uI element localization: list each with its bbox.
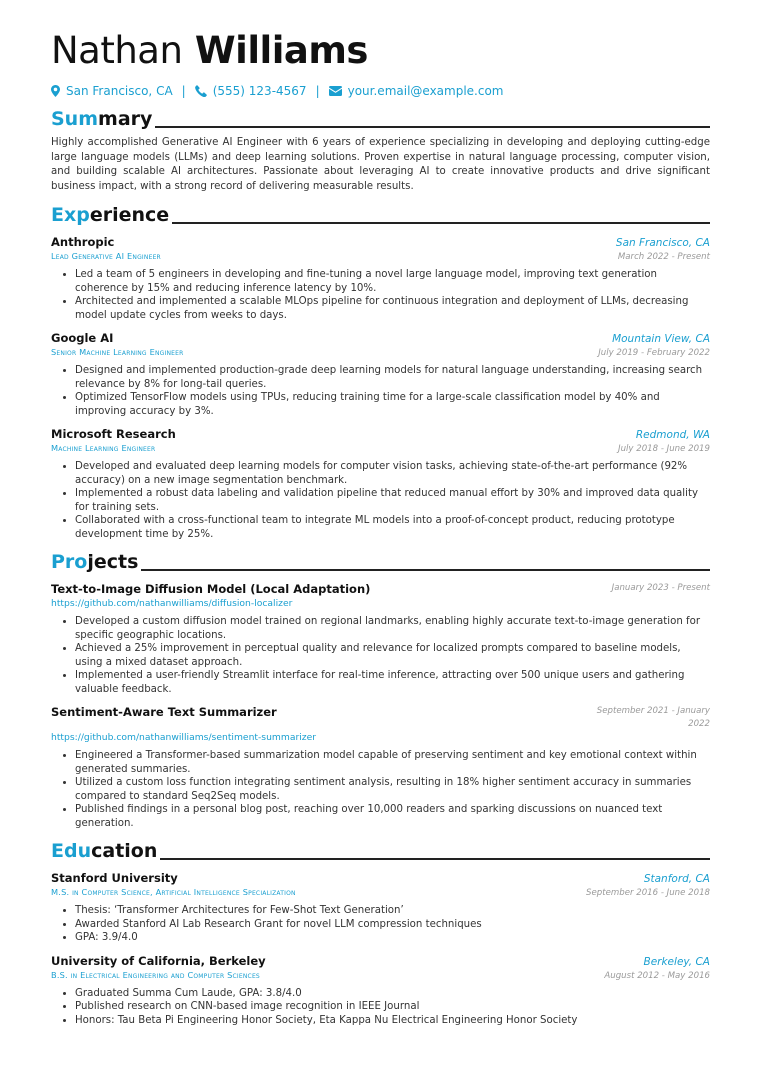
project-title: Sentiment-Aware Text Summarizer xyxy=(51,705,277,719)
section-label-accent: Pro xyxy=(51,551,88,573)
achievement-list xyxy=(51,904,710,945)
degree: B.S. in Electrical Engineering and Computer Sciences xyxy=(51,969,260,980)
achievement-item: • Published findings in a personal blog post, reaching over 10,000 readers and sparking discussions on nuanced text generation. xyxy=(75,803,710,830)
contact-location xyxy=(51,84,173,98)
project-entry xyxy=(51,705,710,830)
project-dates: January 2023 - Present xyxy=(611,583,710,593)
experience-entry xyxy=(51,331,710,418)
job-location: Redmond, WA xyxy=(635,429,710,441)
achievement-item: • Published research on CNN-based image recognition in IEEE Journal xyxy=(75,1000,710,1014)
email-text: your.email@example.com xyxy=(347,84,504,98)
job-title: Lead Generative AI Engineer xyxy=(51,251,161,261)
phone-icon xyxy=(195,85,207,97)
section-rule xyxy=(155,126,710,128)
section-rule xyxy=(141,569,710,571)
first-name: Nathan xyxy=(51,29,183,72)
section-label-rest: mary xyxy=(98,108,153,130)
resume-page xyxy=(51,30,710,1027)
section-rule xyxy=(172,222,710,224)
contact-separator: | xyxy=(181,84,186,98)
section-label-rest: jects xyxy=(87,551,139,573)
achievement-item: • Optimized TensorFlow models using TPUs, reducing training time for a large-scale classification model by 40% and improving accuracy by 3%. xyxy=(75,391,710,418)
contact-phone[interactable] xyxy=(195,84,307,98)
last-name: Williams xyxy=(194,29,368,72)
job-title: Senior Machine Learning Engineer xyxy=(51,347,184,357)
achievement-item: • Designed and implemented production-grade deep learning models for natural language understanding, increasing search relevance by 8% for long-tail queries. xyxy=(75,364,710,391)
project-entry xyxy=(51,582,710,696)
achievement-item: • Implemented a user-friendly Streamlit interface for real-time inference, attracting over 500 unique users and gathering valuable feedback. xyxy=(75,669,710,696)
job-dates: March 2022 - Present xyxy=(617,252,710,262)
achievement-item: • Thesis: ‘Transformer Architectures for Few-Shot Text Generation’ xyxy=(75,904,710,918)
experience-entry xyxy=(51,427,710,541)
project-link[interactable]: https://github.com/nathanwilliams/sentiment-summarizer xyxy=(51,732,317,743)
company-name: Anthropic xyxy=(51,235,115,249)
section-experience-heading xyxy=(51,204,710,226)
section-label-accent: Exp xyxy=(51,204,90,226)
section-label xyxy=(51,204,169,226)
summary-text: Highly accomplished Generative AI Engineer with 6 years of experience specializing in developing and deploying cutting-edge large language models (LLMs) and deep learning solutions. Proven expertise in natural language processing, computer vision, and building scalable AI architectures. Passionate about leveraging AI to create innovative products and drive significant business impact, with a strong record of delivering measurable results. xyxy=(51,137,710,192)
map-pin-icon xyxy=(51,85,60,97)
achievement-list xyxy=(51,364,710,418)
contact-separator: | xyxy=(315,84,320,98)
job-title: Machine Learning Engineer xyxy=(51,443,156,453)
section-label-rest: erience xyxy=(89,204,170,226)
achievement-item: • Graduated Summa Cum Laude, GPA: 3.8/4.0 xyxy=(75,987,710,1001)
achievement-item: • GPA: 3.9/4.0 xyxy=(75,931,710,945)
education-entry xyxy=(51,954,710,1028)
contact-bar xyxy=(51,84,710,98)
achievement-item: • Honors: Tau Beta Pi Engineering Honor Society, Eta Kappa Nu Electrical Engineering Honor Society xyxy=(75,1014,710,1028)
achievement-item: • Utilized a custom loss function integrating sentiment analysis, resulting in 18% higher sentiment accuracy in summaries compared to standard Seq2Seq models. xyxy=(75,776,710,803)
section-label xyxy=(51,551,138,573)
achievement-item: • Implemented a robust data labeling and validation pipeline that reduced manual effort by 30% and improved data quality for training sets. xyxy=(75,487,710,514)
study-dates: September 2016 - June 2018 xyxy=(586,888,710,898)
job-location: San Francisco, CA xyxy=(615,237,710,249)
education-entry xyxy=(51,871,710,945)
job-location: Mountain View, CA xyxy=(612,333,710,345)
achievement-item: • Developed and evaluated deep learning models for computer vision tasks, achieving state-of-the-art performance (92% accuracy) on a new image segmentation benchmark. xyxy=(75,460,710,487)
company-name: Microsoft Research xyxy=(51,427,176,441)
job-dates: July 2019 - February 2022 xyxy=(598,348,710,358)
achievement-item: • Engineered a Transformer-based summarization model capable of preserving sentiment and key emotional context within generated summaries. xyxy=(75,749,710,776)
school-name: University of California, Berkeley xyxy=(51,953,266,968)
section-label-rest: cation xyxy=(91,840,158,862)
achievement-list xyxy=(51,268,710,322)
project-link[interactable]: https://github.com/nathanwilliams/diffusion-localizer xyxy=(51,598,293,609)
experience-entry xyxy=(51,235,710,322)
achievement-list xyxy=(51,987,710,1028)
project-title: Text-to-Image Diffusion Model (Local Adaptation) xyxy=(51,582,371,596)
achievement-item: • Achieved a 25% improvement in perceptual quality and relevance for localized prompts compared to baseline models, using a mixed dataset approach. xyxy=(75,642,710,669)
achievement-list xyxy=(51,460,710,541)
achievement-list xyxy=(51,749,710,830)
school-location: Stanford, CA xyxy=(643,873,710,885)
section-label-accent: Sum xyxy=(51,108,99,130)
achievement-list xyxy=(51,615,710,696)
study-dates: August 2012 - May 2016 xyxy=(604,970,710,981)
section-summary-heading xyxy=(51,108,710,130)
phone-text: (555) 123-4567 xyxy=(212,84,307,98)
achievement-item: • Led a team of 5 engineers in developing and fine-tuning a novel large language model, improving text generation coherence by 15% and reducing inference latency by 10%. xyxy=(75,268,710,295)
school-name: Stanford University xyxy=(51,871,178,885)
achievement-item: • Awarded Stanford AI Lab Research Grant for novel LLM compression techniques xyxy=(75,918,710,932)
candidate-name xyxy=(51,30,710,72)
project-dates: September 2021 - January 2022 xyxy=(596,706,710,729)
school-location: Berkeley, CA xyxy=(643,955,710,968)
company-name: Google AI xyxy=(51,331,114,345)
section-label xyxy=(51,840,157,862)
job-dates: July 2018 - June 2019 xyxy=(618,444,710,454)
envelope-icon xyxy=(329,86,342,96)
section-education-heading xyxy=(51,840,710,862)
section-rule xyxy=(160,858,710,860)
degree: M.S. in Computer Science, Artificial Intelligence Specialization xyxy=(51,887,296,897)
section-label xyxy=(51,108,152,130)
location-text: San Francisco, CA xyxy=(66,84,173,98)
section-projects-heading xyxy=(51,551,710,573)
achievement-item: • Collaborated with a cross-functional team to integrate ML models into a proof-of-concept product, reducing prototype development time by 25%. xyxy=(75,514,710,541)
achievement-item: • Architected and implemented a scalable MLOps pipeline for continuous integration and deployment of LLMs, decreasing model update cycles from weeks to days. xyxy=(75,295,710,322)
achievement-item: • Developed a custom diffusion model trained on regional landmarks, enabling highly accurate text-to-image generation for specific geographic locations. xyxy=(75,615,710,642)
contact-email[interactable] xyxy=(329,84,504,98)
section-label-accent: Edu xyxy=(51,840,92,862)
